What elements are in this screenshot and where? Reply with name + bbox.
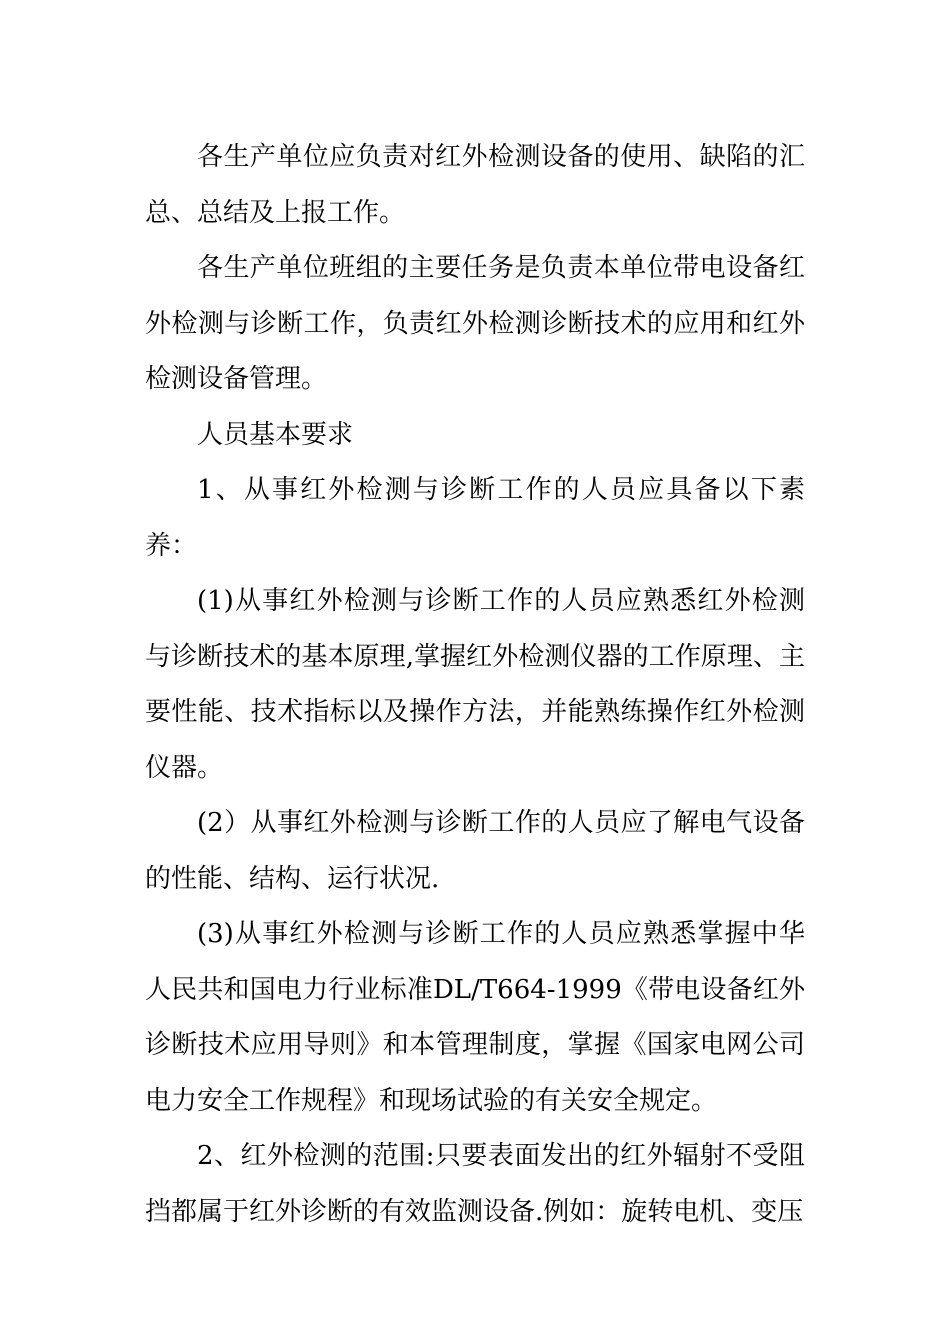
paragraph-item-1: 1、从事红外检测与诊断工作的人员应具备以下素养： bbox=[145, 475, 805, 561]
paragraph-item-1-2: (2）从事红外检测与诊断工作的人员应了解电气设备的性能、结构、运行状况. bbox=[145, 808, 805, 894]
paragraph-item-2: 2、红外检测的范围:只要表面发出的红外辐射不受阻挡都属于红外诊断的有效监测设备.例如：旋转电机、变压 bbox=[145, 1141, 805, 1227]
paragraph-item-1-3: (3)从事红外检测与诊断工作的人员应熟悉掌握中华人民共和国电力行业标准DL/T664-1999《带电设备红外诊断技术应用导则》和本管理制度，掌握《国家电网公司电力安全工作规程》和现场试验的有关安全规定。 bbox=[145, 919, 805, 1116]
section-heading-personnel: 人员基本要求 bbox=[197, 419, 354, 450]
paragraph-responsibility: 各生产单位应负责对红外检测设备的使用、缺陷的汇总、总结及上报工作。 bbox=[145, 142, 805, 228]
paragraph-team-tasks: 各生产单位班组的主要任务是负责本单位带电设备红外检测与诊断工作，负责红外检测诊断技术的应用和红外检测设备管理。 bbox=[145, 253, 805, 394]
paragraph-item-1-1: (1)从事红外检测与诊断工作的人员应熟悉红外检测与诊断技术的基本原理,掌握红外检测仪器的工作原理、主要性能、技术指标以及操作方法，并能熟练操作红外检测仪器。 bbox=[145, 586, 805, 783]
document-body bbox=[145, 130, 805, 1240]
